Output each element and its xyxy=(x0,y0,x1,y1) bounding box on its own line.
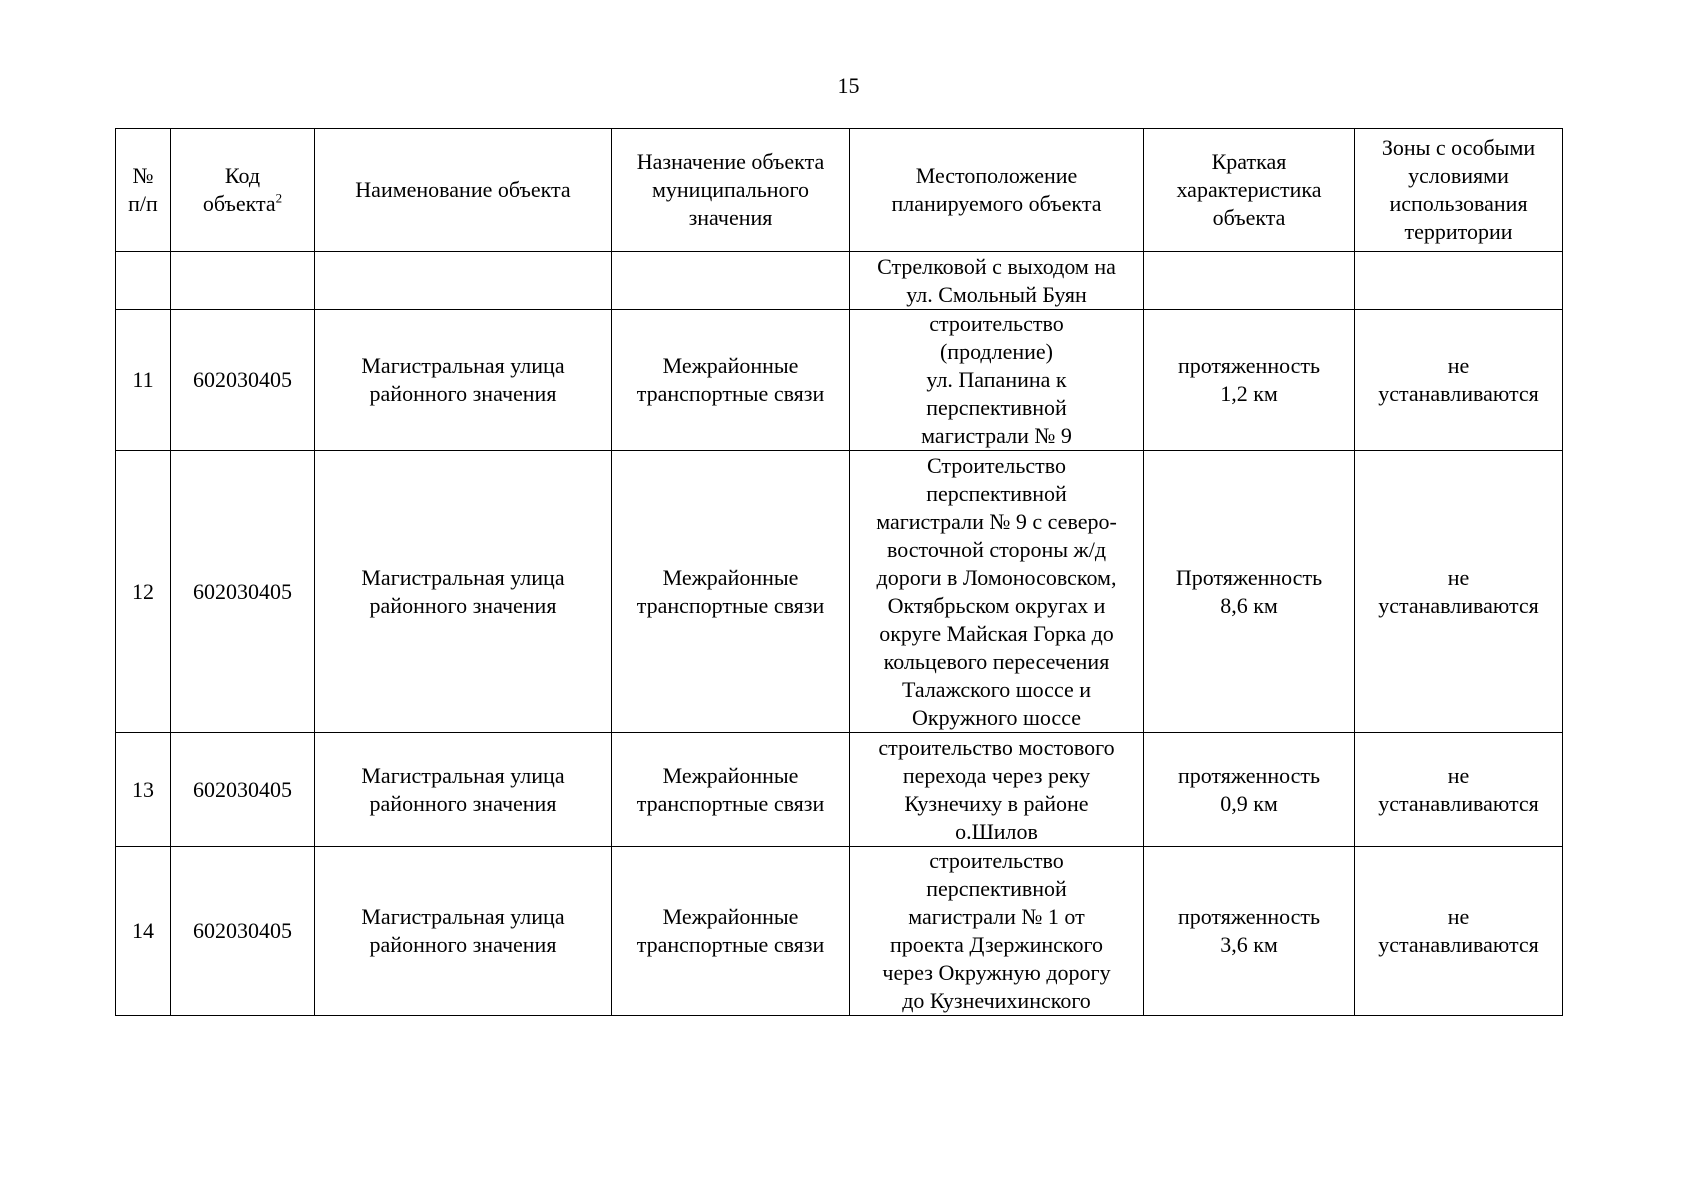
cell-purpose: Межрайонные транспортные связи xyxy=(612,847,850,1016)
cell-purpose xyxy=(612,252,850,310)
cell-location: строительство мостового перехода через реку Кузнечиху в районе о.Шилов xyxy=(850,733,1144,847)
objects-table xyxy=(115,128,1563,1016)
cell-location: строительство перспективной магистрали № 1 от проекта Дзержинского через Окружную дорогу до Кузнечихинского xyxy=(850,847,1144,1016)
cell-name: Магистральная улица районного значения xyxy=(315,310,612,451)
cell-purpose: Межрайонные транспортные связи xyxy=(612,451,850,733)
header-zones: Зоны с особыми условиями использования территории xyxy=(1355,129,1563,252)
table-header-row xyxy=(116,129,1563,252)
cell-name: Магистральная улица районного значения xyxy=(315,451,612,733)
cell-characteristic: протяженность 3,6 км xyxy=(1144,847,1355,1016)
cell-code: 602030405 xyxy=(171,310,315,451)
header-code-label: Код объекта xyxy=(202,163,276,216)
table-row xyxy=(116,733,1563,847)
cell-code: 602030405 xyxy=(171,847,315,1016)
cell-zones: не устанавливаются xyxy=(1355,847,1563,1016)
cell-num: 11 xyxy=(116,310,171,451)
page-number: 15 xyxy=(837,73,860,98)
header-location: Местоположение планируемого объекта xyxy=(850,129,1144,252)
cell-name: Магистральная улица районного значения xyxy=(315,847,612,1016)
cell-num: 14 xyxy=(116,847,171,1016)
header-purpose: Назначение объекта муниципального значения xyxy=(612,129,850,252)
cell-zones xyxy=(1355,252,1563,310)
header-code-footnote: 2 xyxy=(275,190,283,206)
table-row-continuation xyxy=(116,252,1563,310)
cell-purpose: Межрайонные транспортные связи xyxy=(612,310,850,451)
table-row xyxy=(116,847,1563,1016)
cell-characteristic: Протяженность 8,6 км xyxy=(1144,451,1355,733)
cell-location: Строительство перспективной магистрали № 9 с северо- восточной стороны ж/д дороги в Ломоносовском, Октябрьском округах и округе Майская Горка до кольцевого пересечения Талажского шоссе и Окружного шоссе xyxy=(850,451,1144,733)
cell-zones: не устанавливаются xyxy=(1355,310,1563,451)
cell-num xyxy=(116,252,171,310)
cell-code xyxy=(171,252,315,310)
cell-characteristic: протяженность 0,9 км xyxy=(1144,733,1355,847)
cell-characteristic: протяженность 1,2 км xyxy=(1144,310,1355,451)
cell-zones: не устанавливаются xyxy=(1355,733,1563,847)
header-characteristic: Краткая характеристика объекта xyxy=(1144,129,1355,252)
cell-zones: не устанавливаются xyxy=(1355,451,1563,733)
header-name: Наименование объекта xyxy=(315,129,612,252)
table-row xyxy=(116,451,1563,733)
cell-characteristic xyxy=(1144,252,1355,310)
header-num: № п/п xyxy=(116,129,171,252)
cell-purpose: Межрайонные транспортные связи xyxy=(612,733,850,847)
cell-name: Магистральная улица районного значения xyxy=(315,733,612,847)
cell-num: 12 xyxy=(116,451,171,733)
cell-name xyxy=(315,252,612,310)
cell-num: 13 xyxy=(116,733,171,847)
header-code xyxy=(171,129,315,252)
cell-location: Стрелковой с выходом на ул. Смольный Буян xyxy=(850,252,1144,310)
table-row xyxy=(116,310,1563,451)
cell-code: 602030405 xyxy=(171,733,315,847)
cell-code: 602030405 xyxy=(171,451,315,733)
cell-location: строительство (продление) ул. Папанина к перспективной магистрали № 9 xyxy=(850,310,1144,451)
